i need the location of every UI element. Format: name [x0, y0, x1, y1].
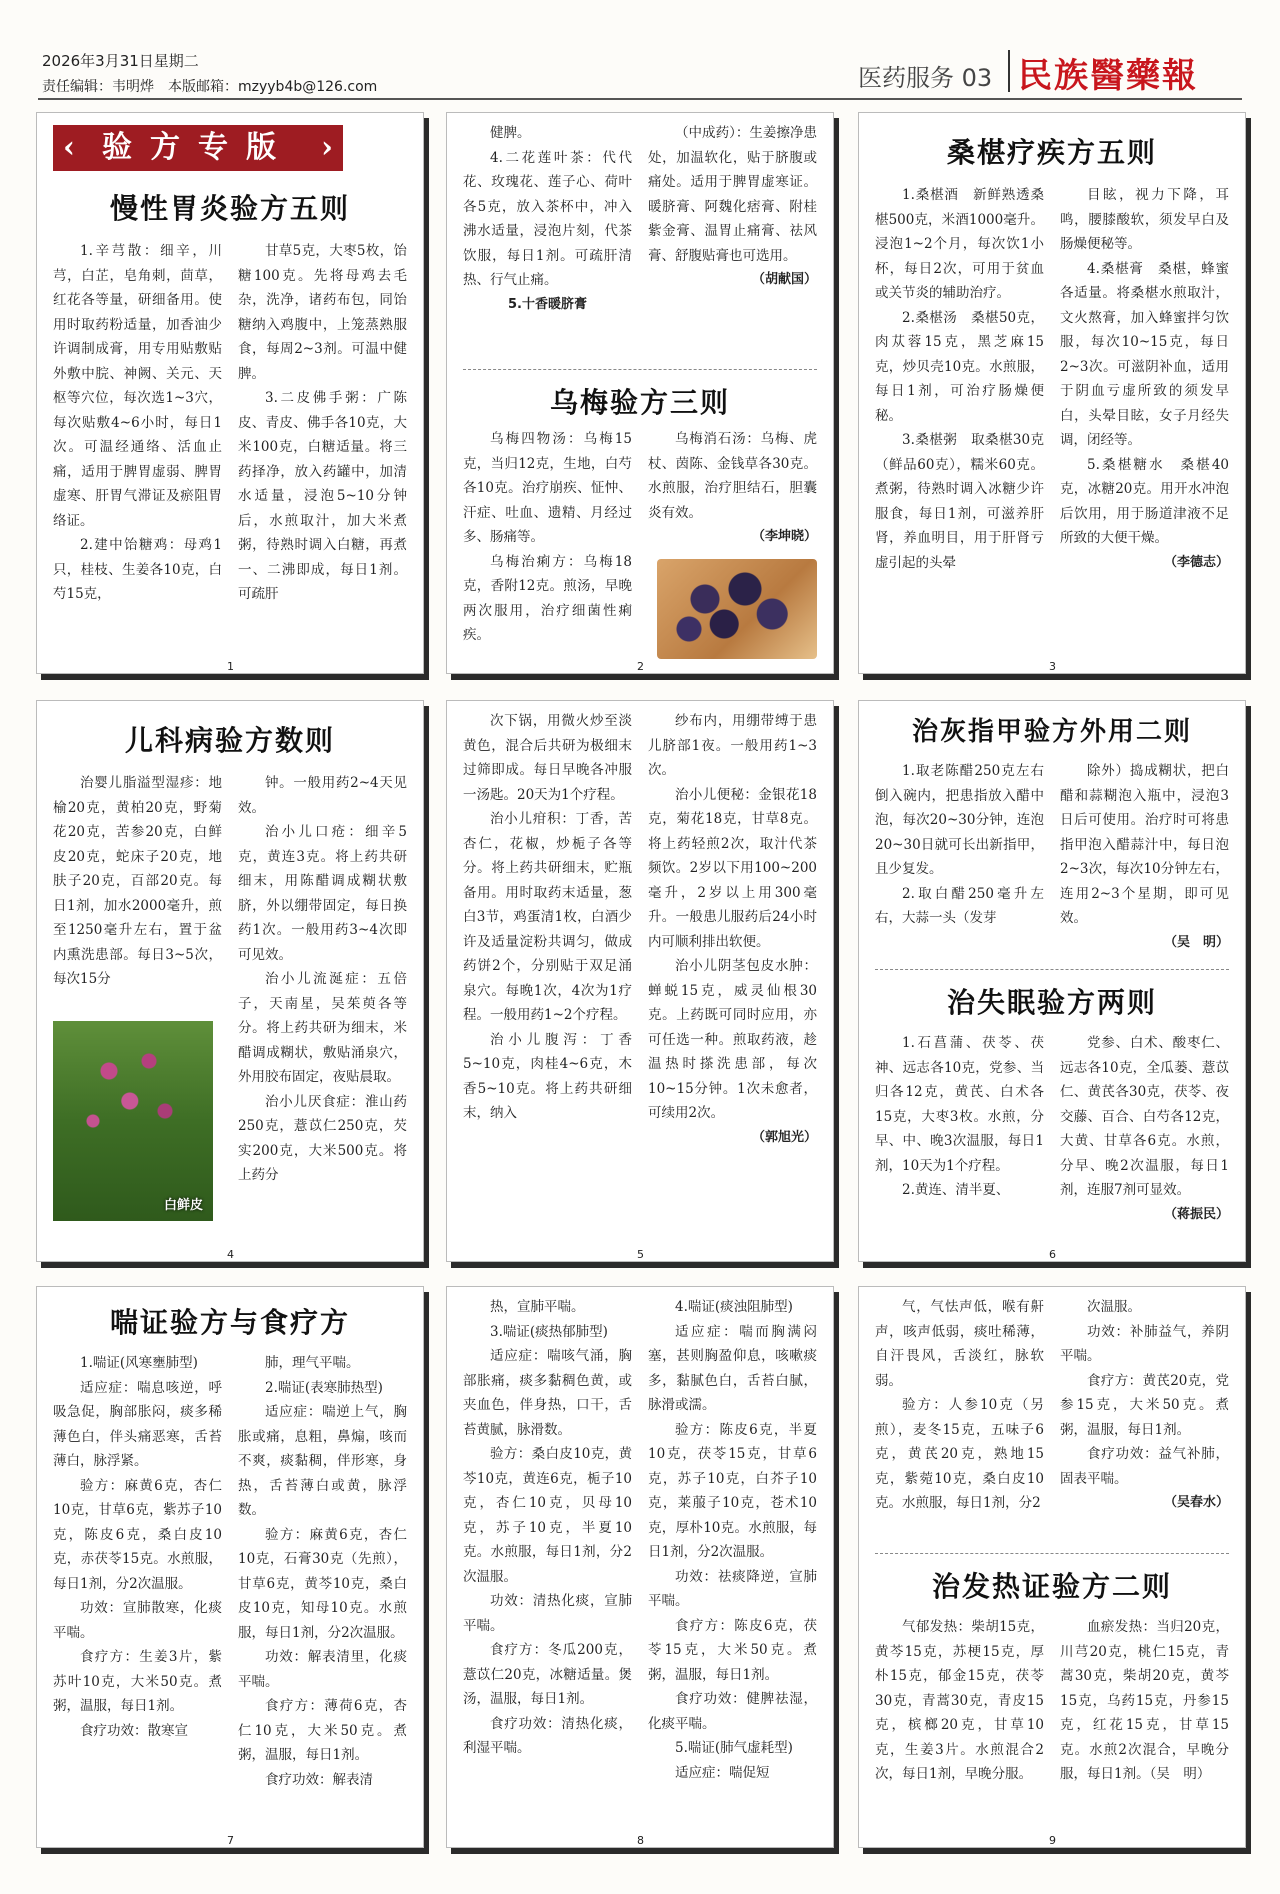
column-left — [875, 1295, 1044, 1547]
panel-gastritis — [36, 112, 424, 674]
paragraph: 5.桑椹糖水 桑椹40克，冰糖20克。用开水冲泡后饮用，用于肠道津液不足所致的大便干燥。 — [1060, 456, 1229, 546]
paragraph: 纱布内，用绷带缚于患儿脐部1夜。一般用药1~3次。 — [648, 713, 817, 778]
paragraph: 1.喘证(风寒壅肺型) — [80, 1355, 198, 1371]
paragraph: 验方：麻黄6克，杏仁10克，甘草6克，紫苏子10克，陈皮6克，桑白皮10克，赤茯苓15克。水煎服，每日1剂，分2次温服。 — [53, 1477, 222, 1592]
panel-number: 8 — [637, 1834, 644, 1847]
article-title: 儿科病验方数则 — [124, 724, 335, 757]
column-right — [1060, 759, 1229, 961]
author-credit: （郭旭光） — [751, 1129, 817, 1145]
panel-number: 7 — [227, 1834, 234, 1847]
paragraph: 2.桑椹汤 桑椹50克，肉苁蓉15克，黑芝麻15克，炒贝壳10克。水煎服，每日1剂，可治疗肠燥便秘。 — [875, 309, 1044, 424]
panel-number: 1 — [227, 660, 234, 673]
header-divider — [1008, 50, 1010, 92]
paragraph: 3.喘证(痰热郁肺型) — [490, 1323, 608, 1340]
author-credit: （蒋振民） — [1163, 1206, 1229, 1222]
paragraph: 乌梅治痢方：乌梅18克，香附12克。煎汤，早晚两次服用，治疗细菌性痢疾。 — [463, 553, 632, 643]
paragraph: 验方：麻黄6克，杏仁10克，石膏30克（先煎），甘草6克，黄芩10克，桑白皮10克，知母10克。水煎服，每日1剂，分2次温服。 — [238, 1526, 407, 1641]
paragraph: 4.桑椹膏 桑椹，蜂蜜各适量。将桑椹水煎取汁，文火熬膏，加入蜂蜜拌匀饮服，每次10~15克，每日2~3次。可滋阴补血，适用于阴血亏虚所致的须发早白，头晕目眩，女子月经失调，闭经等。 — [1060, 260, 1229, 448]
panel-number: 4 — [227, 1248, 234, 1261]
banner-text: 验方专版 — [102, 130, 294, 165]
paragraph: 食疗功效：解表清 — [265, 1771, 373, 1788]
column-left — [463, 121, 632, 365]
paragraph: 食疗功效：散寒宣 — [80, 1722, 188, 1739]
paragraph: 除外）捣成糊状，把白醋和蒜糊泡入瓶中，浸泡3日后可使用。治疗时可将患指甲泡入醋蒜汁中，每日泡2~3次，每次10分钟左右，连用2~3个星期，即可见效。 — [1060, 763, 1229, 926]
column-left — [875, 183, 1044, 659]
paragraph: 2.建中饴糖鸡：母鸡1只，桂枝、生姜各10克，白芍15克， — [53, 537, 222, 602]
paragraph: 5.喘证(肺气虚耗型) — [675, 1740, 793, 1756]
paragraph: 1.取老陈醋250克左右倒入碗内，把患指放入醋中泡，每次20~30分钟，连泡20~30日就可长出新指甲，且少复发。 — [875, 763, 1044, 877]
paragraph: 4.二花莲叶茶：代代花、玫瑰花、莲子心、荷叶各5克，放入茶杯中，冲入沸水适量，浸泡片刻，代茶饮服，每日1剂。可疏肝清热、行气止痛。 — [463, 149, 632, 288]
paragraph: 适应症：喘而胸满闷塞，甚则胸盈仰息，咳嗽痰多，黏腻色白，舌苔白腻，脉滑或濡。 — [648, 1323, 817, 1413]
article-title: 治发热证验方二则 — [931, 1570, 1172, 1603]
panel-number: 6 — [1049, 1248, 1056, 1261]
paragraph: 食疗方：生姜3片，紫苏叶10克，大米50克。煮粥，温服，每日1剂。 — [53, 1649, 222, 1714]
paragraph: 甘草5克，大枣5枚，饴糖100克。先将母鸡去毛杂，洗净，诸药布包，同饴糖纳入鸡腹中，上笼蒸熟服食，每周2~3剂。可温中健脾。 — [238, 243, 407, 382]
dried-plum-photo — [657, 559, 817, 659]
column-right — [1060, 1295, 1229, 1547]
editor-info: 责任编辑：韦明烨 本版邮箱：mzyyb4b@126.com — [42, 79, 378, 95]
header-rule — [38, 98, 1242, 100]
paragraph: 肺，理气平喘。 — [265, 1355, 360, 1371]
column-right — [648, 121, 817, 365]
paragraph: 治小儿便秘：金银花18克，菊花18克，甘草8克。将上药轻煎2次，取汁代茶频饮。2岁以下用100~200毫升，2岁以上用300毫升。一般患儿服药后24小时内可顺利排出软便。 — [648, 786, 817, 950]
panel-number: 2 — [637, 660, 644, 673]
paragraph: 食疗方：薄荷6克，杏仁10克，大米50克。煮粥，温服，每日1剂。 — [238, 1698, 407, 1763]
paragraph: 次温服。 — [1087, 1299, 1141, 1315]
paragraph: 食疗方：陈皮6克，茯苓15克，大米50克。煮粥，温服，每日1剂。 — [648, 1617, 817, 1683]
column-left — [463, 427, 632, 657]
author-credit: （李德志） — [1163, 554, 1229, 570]
photo-caption: 白鲜皮 — [163, 1198, 203, 1213]
column-right — [648, 1295, 817, 1833]
column-right — [238, 771, 407, 1247]
paragraph: 食疗方：冬瓜200克，薏苡仁20克，冰糖适量。煲汤，温服，每日1剂。 — [463, 1642, 632, 1707]
column-left — [463, 1295, 632, 1833]
paragraph: 气，气怯声低，喉有鼾声，咳声低弱，痰吐稀薄，自汗畏风，舌淡红，脉软弱。 — [875, 1299, 1044, 1389]
banner-right-chevron-icon: › — [321, 130, 333, 165]
paragraph: 血瘀发热：当归20克，川芎20克，桃仁15克，青蒿30克，柴胡20克，黄芩15克，乌药15克，丹参15克，红花15克，甘草15克。水煎2次混合，早晚分服，每日1剂。（吴 明） — [1060, 1619, 1229, 1782]
issue-date: 2026年3月31日星期二 — [42, 52, 199, 70]
paragraph: 1.辛芎散：细辛，川芎，白芷，皂角刺，茴草，红花各等量，研细备用。使用时取药粉适量，加香油少许调制成膏，用专用贴敷贴外敷中脘、神阙、关元、天枢等穴位，每次选1~3穴，每次贴敷4~6小时，每日1次。可温经通络、活血止痛，适用于脾胃虚弱、脾胃虚寒、肝胃气滞证及瘀阻胃络证。 — [53, 243, 222, 529]
column-left — [875, 1615, 1044, 1833]
paragraph: 治婴儿脂溢型湿疹：地榆20克，黄柏20克，野菊花20克，苦参20克，白鲜皮20克，蛇床子20克，地肤子20克，百部20克。每日1剂，加水2000毫升，煎至1250毫升左右，置于盆内熏洗患部。每日3~5次，每次15分 — [53, 775, 222, 987]
paragraph: 治小儿阴茎包皮水肿：蝉蜕15克，威灵仙根30克。上药既可同时应用，亦可任选一种。煎取药液，趁温热时搽洗患部，每次10~15分钟。1次未愈者，可续用2次。 — [648, 958, 817, 1121]
column-right — [238, 1351, 407, 1833]
author-credit: （吴 明） — [1163, 934, 1229, 950]
paragraph: 气郁发热：柴胡15克，黄芩15克，苏梗15克，厚朴15克，郁金15克，茯苓30克，青蒿30克，青皮15克，槟榔20克，甘草10克，生姜3片。水煎混合2次，每日1剂，早晚分服。 — [875, 1619, 1044, 1782]
panel-nail-insomnia — [858, 700, 1246, 1262]
column-right — [1060, 1615, 1229, 1833]
paragraph: 3.桑椹粥 取桑椹30克（鲜品60克），糯米60克。煮粥，待熟时调入冰糖少许服食，每日1剂，可滋养肝肾，养血明目，用于肝肾亏虚引起的头晕 — [875, 432, 1044, 571]
panel-asthma-fever — [858, 1286, 1246, 1848]
paragraph: 适应症：喘息咳逆，呼吸急促，胸部胀闷，痰多稀薄色白，伴头痛恶寒，舌苔薄白，脉浮紧。 — [53, 1379, 222, 1469]
paragraph: 适应症：喘逆上气，胸胀或痛，息粗，鼻煽，咳而不爽，痰黏稠，伴形寒，身热，舌苔薄白或黄，脉浮数。 — [238, 1404, 407, 1518]
paragraph: 功效：解表清里，化痰平喘。 — [238, 1649, 407, 1690]
paragraph: 热，宣肺平喘。 — [490, 1299, 585, 1315]
paragraph: 食疗功效：益气补肺，固表平喘。 — [1060, 1446, 1229, 1487]
article-title: 桑椹疗疾方五则 — [946, 136, 1157, 169]
panel-pediatrics-continued — [446, 700, 834, 1262]
paragraph: 次下锅，用微火炒至淡黄色，混合后共研为极细末过筛即成。每日早晚各冲服一汤匙。20天为1个疗程。 — [463, 713, 632, 803]
paragraph: 钟。一般用药2~4天见效。 — [238, 775, 407, 816]
paragraph: 乌梅消石汤：乌梅、虎杖、茵陈、金钱草各30克。水煎服，治疗胆结石，胆囊炎有效。 — [648, 431, 817, 521]
article-title-nail-fungus: 治灰指甲验方外用二则 — [911, 717, 1192, 747]
column-left — [53, 1351, 222, 1833]
section-divider — [875, 969, 1229, 970]
paragraph: 功效：祛痰降逆，宣肺平喘。 — [648, 1568, 817, 1609]
panel-number: 3 — [1049, 660, 1056, 673]
subheading: 5.十香暖脐膏 — [508, 296, 587, 312]
section-label: 医药服务 03 — [858, 64, 993, 92]
article-title: 乌梅验方三则 — [549, 386, 730, 419]
paragraph: 党参、白术、酸枣仁、远志各10克，全瓜蒌、薏苡仁、黄芪各30克，茯苓、夜交藤、百合、白芍各12克，大黄、甘草各6克。水煎，分早、晚2次温服，每日1剂，连服7剂可显效。 — [1060, 1035, 1229, 1198]
paragraph: 验方：陈皮6克，半夏10克，茯苓15克，甘草6克，苏子10克，白芥子10克，莱菔子10克，苍术10克，厚朴10克。水煎服，每日1剂，分2次温服。 — [648, 1421, 817, 1560]
special-edition-banner — [53, 125, 343, 171]
paragraph: 健脾。 — [490, 125, 531, 141]
section-divider — [875, 1553, 1229, 1554]
column-right — [1060, 1031, 1229, 1247]
panel-pediatrics — [36, 700, 424, 1262]
paragraph: 治小儿流涎症：五倍子，天南星，吴茱萸各等分。将上药共研为细末，米醋调成糊状，敷贴涌泉穴，外用胶布固定，夜贴晨取。 — [238, 971, 407, 1085]
paragraph: 功效：宣肺散寒，化痰平喘。 — [53, 1600, 222, 1641]
column-left — [875, 1031, 1044, 1247]
paragraph: 食疗方：黄芪20克，党参15克，大米50克。煮粥，温服，每日1剂。 — [1060, 1372, 1229, 1438]
article-title: 喘证验方与食疗方 — [109, 1306, 350, 1339]
panel-number: 5 — [637, 1248, 644, 1261]
paragraph: 食疗功效：清热化痰，利湿平喘。 — [463, 1715, 632, 1756]
paragraph: 治小儿口疮：细辛5克，黄连3克。将上药共研细末，用陈醋调成糊状敷脐，外以绷带固定，每日换药1次。一般用药3~4次即可见效。 — [238, 824, 407, 963]
paragraph: 治小儿疳积：丁香，苦杏仁，花椒，炒栀子各等分。将上药共研细末，贮瓶备用。用时取药末适量，葱白3节，鸡蛋清1枚，白酒少许及适量淀粉共调匀，做成药饼2个，分别贴于双足涌泉穴。每晚1次，4次为1疗程。一般用药1~2个疗程。 — [463, 811, 632, 1023]
paragraph: 验方：桑白皮10克，黄芩10克，黄连6克，栀子10克，杏仁10克，贝母10克，苏子10克，半夏10克。水煎服，每日1剂，分2次温服。 — [463, 1446, 632, 1585]
paragraph: 乌梅四物汤：乌梅15克，当归12克，生地，白芍各10克。治疗崩疾、怔忡、汗症、吐血、遗精、月经过多、肠痛等。 — [463, 431, 632, 545]
column-left — [875, 759, 1044, 961]
paragraph: 2.喘证(表寒肺热型) — [265, 1379, 383, 1396]
paragraph: 治小儿厌食症：淮山药250克，薏苡仁250克，芡实200克，大米500克。将上药分 — [238, 1093, 407, 1183]
paragraph: 食疗功效：健脾祛湿，化痰平喘。 — [648, 1691, 817, 1732]
paragraph: 适应症：喘促短 — [675, 1764, 770, 1781]
newspaper-logo: 民族醫藥報 — [1018, 56, 1198, 96]
panel-asthma-continued — [446, 1286, 834, 1848]
paragraph: 验方：人参10克（另煎），麦冬15克，五味子6克，黄芪20克，熟地15克，紫菀10克，桑白皮10克。水煎服，每日1剂，分2 — [875, 1397, 1044, 1511]
column-right — [1060, 183, 1229, 659]
paragraph: 功效：清热化痰，宣肺平喘。 — [463, 1593, 632, 1634]
page-header — [0, 0, 1280, 100]
section-divider — [463, 369, 817, 370]
panel-number: 9 — [1049, 1834, 1056, 1847]
paragraph: 1.桑椹酒 新鲜熟透桑椹500克，米酒1000毫升。浸泡1~2个月，每次饮1小杯，每日2次，可用于贫血或关节炎的辅助治疗。 — [875, 187, 1044, 301]
panel-mulberry — [858, 112, 1246, 674]
author-credit: （吴春水） — [1163, 1495, 1229, 1510]
panel-wumei — [446, 112, 834, 674]
column-right — [648, 709, 817, 1247]
banner-left-chevron-icon: ‹ — [63, 130, 75, 165]
author-credit: （胡献国） — [751, 272, 817, 287]
paragraph: 功效：补肺益气，养阴平喘。 — [1060, 1323, 1229, 1364]
panel-asthma — [36, 1286, 424, 1848]
article-title: 慢性胃炎验方五则 — [109, 192, 350, 225]
paragraph: 目眩，视力下降，耳鸣，腰膝酸软，须发早白及肠燥便秘等。 — [1060, 187, 1229, 252]
paragraph: 3.二皮佛手粥：广陈皮、青皮、佛手各10克，大米100克，白糖适量。将三药择净，放入药罐中，加清水适量，浸泡5~10分钟后，水煎取汁，加大米煮粥，待熟时调入白糖，再煮一、二沸即成，每日1剂。可疏肝 — [238, 390, 407, 602]
column-left — [463, 709, 632, 1247]
column-left — [53, 239, 222, 659]
paragraph: 治小儿腹泻：丁香5~10克，肉桂4~6克，木香5~10克。将上药共研细末，纳入 — [463, 1031, 632, 1121]
paragraph: 适应症：喘咳气涌，胸部胀痛，痰多黏稠色黄，或夹血色，伴身热，口干，舌苔黄腻，脉滑数。 — [463, 1348, 632, 1438]
column-right — [238, 239, 407, 659]
paragraph: 2.取白醋250毫升左右，大蒜一头（发芽 — [875, 885, 1044, 926]
article-title-insomnia: 治失眠验方两则 — [946, 986, 1157, 1019]
paragraph: 1.石菖蒲、茯苓、茯神、远志各10克，党参、当归各12克，黄芪、白术各15克，大枣3枚。水煎，分早、中、晚3次温服，每日1剂，10天为1个疗程。 — [875, 1035, 1044, 1174]
paragraph: （中成药）：生姜擦净患处，加温软化，贴于脐腹或痛处。适用于脾胃虚寒证。暖脐膏、阿魏化痞膏、附桂紫金膏、温胃止痛膏、祛风膏、舒腹贴膏也可选用。 — [648, 125, 817, 264]
paragraph: 2.黄连、清半夏、 — [902, 1182, 1010, 1198]
baixianpi-plant-photo — [53, 1021, 213, 1221]
paragraph: 4.喘证(痰浊阻肺型) — [675, 1299, 793, 1315]
author-credit: （李坤晓） — [751, 529, 817, 544]
